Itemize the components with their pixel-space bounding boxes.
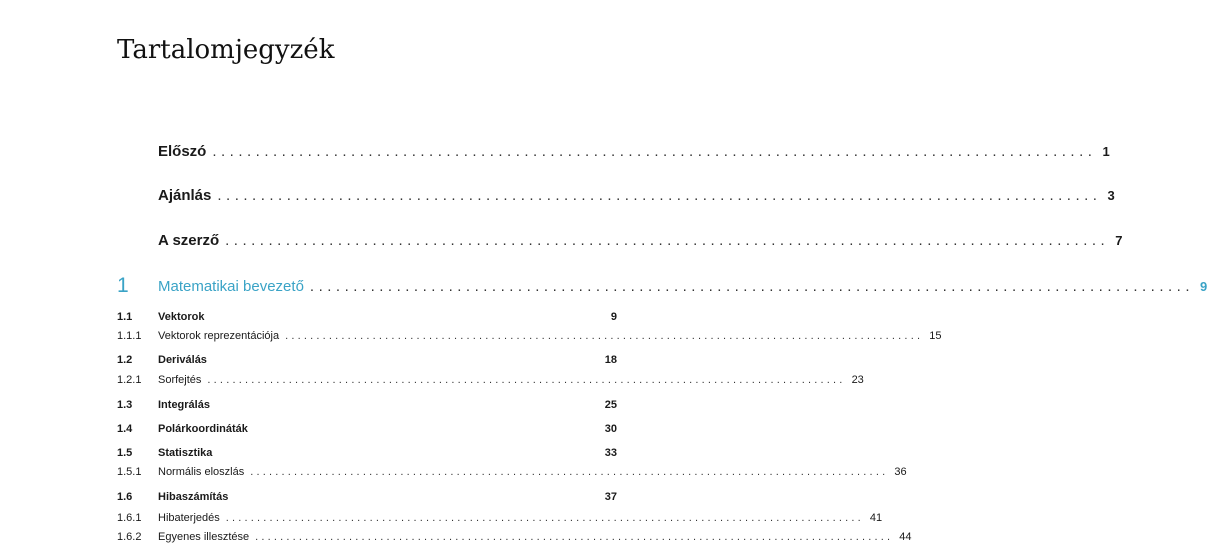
- section-title: Vektorok: [158, 311, 205, 323]
- toc-chapter-1[interactable]: [0, 274, 1207, 297]
- toc-entry-1-2[interactable]: [0, 354, 700, 366]
- toc-page-number: 36: [894, 466, 907, 478]
- section-title: Deriválás: [158, 354, 207, 366]
- subsection-number: 1.6.1: [117, 512, 142, 524]
- dot-leader: ......................................................................................................: [250, 466, 889, 478]
- page-title: Tartalomjegyzék: [117, 35, 335, 66]
- toc-page-number: 15: [929, 330, 942, 342]
- toc-page-number: 9: [610, 311, 617, 323]
- toc-entry-1-6-2[interactable]: [0, 531, 912, 543]
- chapter-number: 1: [117, 274, 129, 297]
- subsection-title: Sorfejtés: [158, 374, 202, 386]
- section-number: 1.5: [117, 447, 133, 459]
- toc-entry-label: A szerző: [158, 232, 220, 249]
- section-title: Hibaszámítás: [158, 491, 229, 503]
- toc-page-number: 9: [1200, 279, 1207, 294]
- section-number: 1.4: [117, 423, 133, 435]
- subsection-number: 1.1.1: [117, 330, 142, 342]
- toc-entry-eloszo[interactable]: [0, 143, 1110, 160]
- subsection-title: Normális eloszlás: [158, 466, 245, 478]
- section-number: 1.1: [117, 311, 133, 323]
- toc-entry-1-5[interactable]: [0, 447, 700, 459]
- toc-page-number: 3: [1107, 188, 1115, 203]
- subsection-title: Hibaterjedés: [158, 512, 220, 524]
- toc-entry-1-6-1[interactable]: [0, 512, 883, 524]
- subsection-number: 1.2.1: [117, 374, 142, 386]
- toc-page-number: 44: [899, 531, 912, 543]
- chapter-title: Matematikai bevezető: [158, 278, 304, 295]
- toc-entry-ajanlas[interactable]: [0, 187, 1115, 204]
- section-title: Statisztika: [158, 447, 213, 459]
- subsection-number: 1.6.2: [117, 531, 142, 543]
- toc-page-number: 30: [604, 423, 617, 435]
- dot-leader: ......................................................................................................: [309, 278, 1194, 295]
- toc-entry-label: Ajánlás: [158, 187, 212, 204]
- toc-page-number: 18: [604, 354, 617, 366]
- toc-entry-1-4[interactable]: [0, 423, 700, 435]
- toc-page-number: 7: [1115, 233, 1123, 248]
- toc-entry-1-5-1[interactable]: [0, 466, 907, 478]
- toc-entry-1-1[interactable]: [0, 311, 700, 323]
- toc-entry-a-szerzo[interactable]: [0, 232, 1123, 249]
- toc-entry-label: Előszó: [158, 143, 207, 160]
- dot-leader: ......................................................................................................: [217, 187, 1102, 204]
- subsection-title: Egyenes illesztése: [158, 531, 250, 543]
- subsection-title: Vektorok reprezentációja: [158, 330, 280, 342]
- subsection-number: 1.5.1: [117, 466, 142, 478]
- toc-page-number: 33: [604, 447, 617, 459]
- toc-page-number: 25: [604, 399, 617, 411]
- section-number: 1.2: [117, 354, 133, 366]
- section-number: 1.3: [117, 399, 133, 411]
- toc-page-number: 23: [851, 374, 864, 386]
- dot-leader: ......................................................................................................: [285, 330, 924, 342]
- dot-leader: ......................................................................................................: [255, 531, 894, 543]
- dot-leader: ......................................................................................................: [207, 374, 846, 386]
- dot-leader: ......................................................................................................: [212, 143, 1097, 160]
- toc-entry-1-6[interactable]: [0, 491, 700, 503]
- section-number: 1.6: [117, 491, 133, 503]
- toc-page-number: 37: [604, 491, 617, 503]
- toc-entry-1-1-1[interactable]: [0, 330, 942, 342]
- toc-entry-1-3[interactable]: [0, 399, 700, 411]
- section-title: Polárkoordináták: [158, 423, 248, 435]
- dot-leader: ......................................................................................................: [225, 232, 1110, 249]
- toc-entry-1-2-1[interactable]: [0, 374, 864, 386]
- dot-leader: ......................................................................................................: [225, 512, 864, 524]
- toc-page-number: 41: [869, 512, 883, 524]
- section-title: Integrálás: [158, 399, 210, 411]
- toc-page-number: 1: [1102, 144, 1110, 159]
